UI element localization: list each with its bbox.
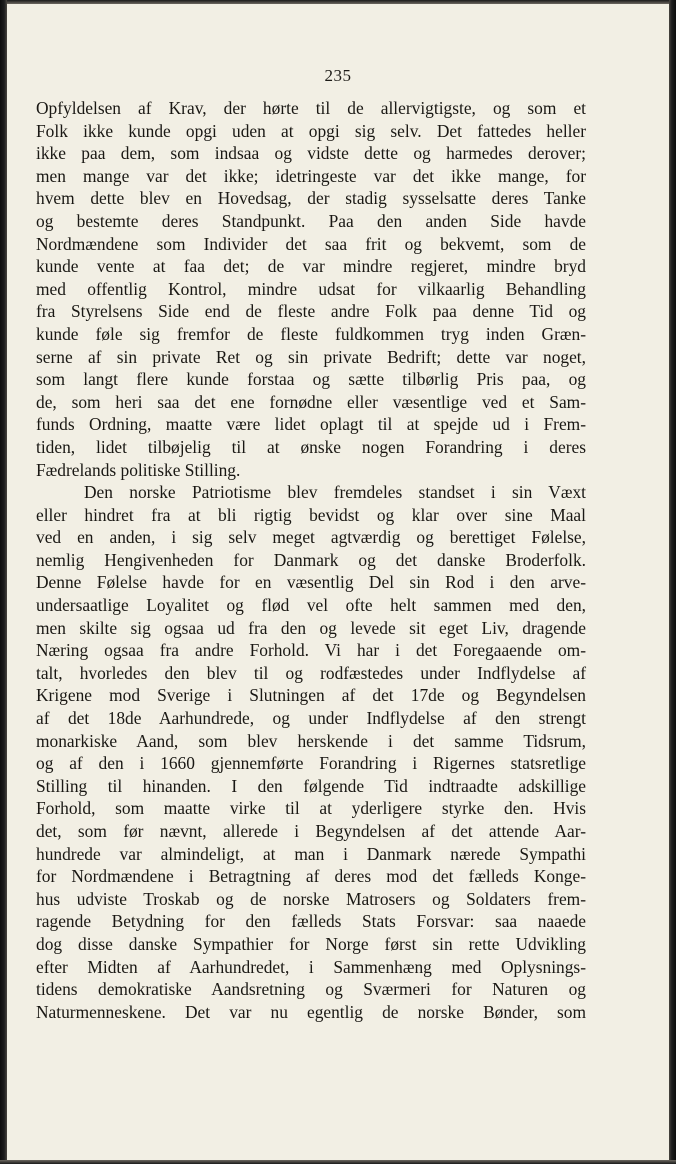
text-line: det, som før nævnt, allerede i Begyndelsen af det attende Aar- — [36, 821, 586, 841]
text-line: hundrede var almindeligt, at man i Danmark nærede Sympathi — [36, 843, 586, 864]
text-line: tiden, lidet tilbøjelig til at ønske nogen Forandring i deres — [36, 436, 586, 457]
text-line: funds Ordning, maatte være lidet oplagt til at spejde ud i Frem- — [36, 414, 586, 435]
text-line: kunde føle sig fremfor de fleste fuldkommen tryg inden Græn- — [36, 323, 586, 344]
text-line: monarkiske Aand, som blev herskende i det samme Tidsrum, — [36, 730, 586, 751]
text-line: hus udviste Troskab og de norske Matrosers og Soldaters frem- — [36, 888, 586, 909]
paragraph-start-line: Den norske Patriotisme blev fremdeles standset i sin Væxt — [84, 482, 586, 503]
text-line: Forhold, som maatte virke til at yderligere styrke den. Hvis — [36, 798, 586, 819]
scan-edge-left — [0, 0, 7, 1164]
text-line: af det 18de Aarhundrede, og under Indflydelse af den strengt — [36, 708, 586, 729]
text-line: Krigene mod Sverige i Slutningen af det 17de og Begyndelsen — [36, 685, 586, 706]
text-line: som langt flere kunde forstaa og sætte tilbørlig Pris paa, og — [36, 369, 586, 390]
text-line: tidens demokratiske Aandsretning og Sværmeri for Naturen og — [36, 979, 586, 1000]
text-line: ved en anden, i sig selv meget agtværdig og berettiget Følelse, — [36, 527, 586, 548]
text-line: serne af sin private Ret og sin private Bedrift; dette var noget, — [36, 346, 586, 367]
text-line: Folk ikke kunde opgi uden at opgi sig selv. Det fattedes heller — [36, 120, 586, 141]
text-line: og af den i 1660 gjennemførte Forandring i Rigernes statsretlige — [36, 753, 586, 774]
scan-edge-right — [669, 0, 676, 1164]
text-line: eller hindret fra at bli rigtig bevidst og klar over sine Maal — [36, 504, 586, 525]
text-line: ragende Betydning for den fælleds Stats Forsvar: saa naaede — [36, 911, 586, 932]
text-line: Stilling til hinanden. I den følgende Tid indtraadte adskillige — [36, 775, 586, 796]
text-line: Denne Følelse havde for en væsentlig Del sin Rod i den arve- — [36, 572, 586, 593]
text-line: Næring ogsaa fra andre Forhold. Vi har i det Foregaaende om- — [36, 640, 586, 661]
text-line: nemlig Hengivenheden for Danmark og det danske Broderfolk. — [36, 549, 586, 570]
text-line: Nordmændene som Individer det saa frit og bekvemt, som de — [36, 233, 586, 254]
text-line: hvem dette blev en Hovedsag, der stadig sysselsatte deres Tanke — [36, 188, 586, 209]
text-line: og bestemte deres Standpunkt. Paa den anden Side havde — [36, 210, 586, 231]
text-line: undersaatlige Loyalitet og flød vel ofte helt sammen med den, — [36, 595, 586, 616]
page-number: 235 — [324, 66, 352, 85]
text-line: fra Styrelsens Side end de fleste andre Folk paa denne Tid og — [36, 301, 586, 322]
text-line: Naturmenneskene. Det var nu egentlig de norske Bønder, som — [36, 1001, 586, 1022]
text-line: efter Midten af Aarhundredet, i Sammenhæng med Oplysnings- — [36, 956, 586, 977]
text-line: talt, hvorledes den blev til og rodfæstedes under Indflydelse af — [36, 662, 586, 683]
body-text — [36, 97, 586, 1023]
scan-edge-bottom — [0, 1160, 676, 1164]
text-line: men mange var det ikke; idetringeste var det ikke mange, for — [36, 165, 586, 186]
text-line: kunde vente at faa det; de var mindre regjeret, mindre bryd — [36, 256, 586, 277]
text-line: men skilte sig ogsaa ud fra den og levede sit eget Liv, dragende — [36, 617, 586, 638]
text-line: dog disse danske Sympathier for Norge først sin rette Udvikling — [36, 933, 586, 954]
text-line: med offentlig Kontrol, mindre udsat for vilkaarlig Behandling — [36, 278, 586, 299]
text-line: Opfyldelsen af Krav, der hørte til de allervigtigste, og som et — [36, 98, 586, 118]
text-line: ikke paa dem, som indsaa og vidste dette og harmedes derover; — [36, 143, 586, 164]
text-line: de, som heri saa det ene fornødne eller væsentlige ved et Sam- — [36, 391, 586, 412]
text-line: for Nordmændene i Betragtning af deres mod det fælleds Konge- — [36, 866, 586, 887]
paragraph-end-line: Fædrelands politiske Stilling. — [36, 459, 241, 480]
